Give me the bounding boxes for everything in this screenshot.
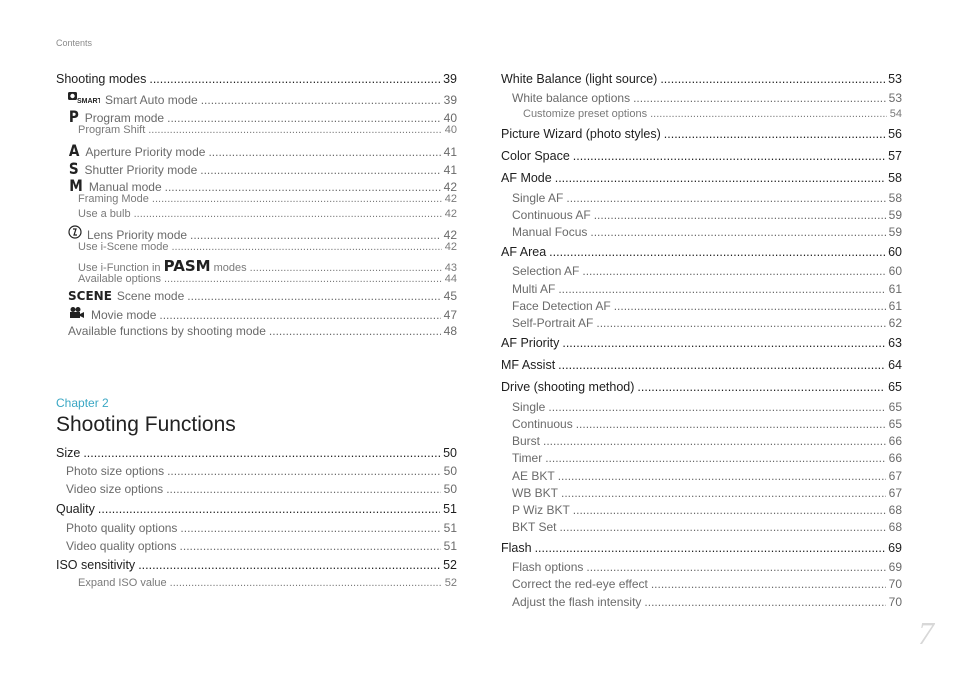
toc-entry[interactable]	[512, 264, 902, 278]
toc-entry[interactable]	[512, 208, 902, 222]
toc-right	[501, 72, 902, 612]
leader-dots	[98, 502, 440, 516]
toc-page-number: 42	[443, 228, 457, 242]
leader-dots	[558, 282, 885, 296]
toc-entry[interactable]	[501, 171, 902, 185]
toc-entry-label: modes	[213, 262, 247, 274]
leader-dots	[152, 193, 442, 205]
toc-entry-label: Multi AF	[512, 282, 556, 296]
toc-page-number: 67	[888, 486, 902, 500]
leader-dots	[586, 560, 885, 574]
leader-dots	[664, 127, 885, 141]
leader-dots	[201, 93, 441, 107]
toc-page-number: 59	[888, 208, 902, 222]
leader-dots	[134, 208, 442, 220]
scene-mode-icon: SCENE	[68, 289, 112, 303]
toc-entry[interactable]	[512, 486, 902, 500]
toc-entry[interactable]	[66, 464, 457, 478]
toc-entry-label: Continuous AF	[512, 208, 591, 222]
toc-entry-label: ISO sensitivity	[56, 558, 136, 572]
leader-dots	[596, 316, 885, 330]
toc-page-number: 52	[443, 558, 457, 572]
toc-entry[interactable]	[501, 245, 902, 259]
toc-entry[interactable]	[523, 108, 902, 120]
leader-dots	[549, 245, 885, 259]
leader-dots	[660, 72, 885, 86]
toc-entry[interactable]	[56, 558, 457, 572]
toc-entry[interactable]	[512, 595, 902, 609]
toc-entry-label: Single AF	[512, 191, 564, 205]
toc-entry[interactable]	[68, 324, 457, 338]
leader-dots	[535, 541, 886, 555]
toc-entry-label: MF Assist	[501, 358, 556, 372]
leader-dots	[561, 486, 886, 500]
toc-entry-label: Use i-Scene mode	[78, 241, 169, 253]
toc-entry-label: Color Space	[501, 149, 570, 163]
leader-dots	[190, 228, 441, 242]
leader-dots	[187, 289, 440, 303]
toc-entry[interactable]	[512, 417, 902, 431]
toc-entry[interactable]	[78, 208, 457, 220]
toc-entry[interactable]	[78, 241, 457, 253]
toc-entry-label: Expand ISO value	[78, 577, 167, 589]
toc-entry[interactable]	[512, 299, 902, 313]
toc-page-number: 68	[888, 503, 902, 517]
leader-dots	[582, 264, 885, 278]
toc-entry[interactable]	[501, 72, 902, 86]
smart-auto-icon	[68, 90, 100, 107]
toc-entry-label: Picture Wizard (photo styles)	[501, 127, 661, 141]
leader-dots	[180, 521, 440, 535]
toc-entry[interactable]	[501, 336, 902, 350]
toc-entry[interactable]	[68, 141, 457, 160]
toc-page-number: 41	[443, 163, 457, 177]
toc-entry-label: AF Priority	[501, 336, 560, 350]
toc-page-number: 42	[444, 193, 457, 205]
toc-entry[interactable]	[501, 541, 902, 555]
toc-page-number: 42	[444, 208, 457, 220]
toc-page-number: 61	[888, 282, 902, 296]
toc-entry-label: Scene mode	[116, 289, 185, 303]
toc-page-number: 66	[888, 451, 902, 465]
toc-entry[interactable]	[78, 273, 457, 285]
toc-entry[interactable]	[78, 193, 457, 205]
toc-page-number: 53	[888, 72, 902, 86]
toc-entry-label: Continuous	[512, 417, 573, 431]
chapter-title: Shooting Functions	[56, 413, 236, 436]
leader-dots	[164, 273, 442, 285]
svg-text:SMART: SMART	[77, 98, 100, 104]
toc-page-number: 54	[889, 108, 902, 120]
header-label: Contents	[56, 38, 93, 48]
toc-entry-label: AE BKT	[512, 469, 555, 483]
toc-entry[interactable]	[501, 380, 902, 394]
toc-page-number: 65	[888, 400, 902, 414]
leader-dots	[573, 149, 885, 163]
page-number: 7	[918, 615, 934, 651]
toc-entry-label: Available functions by shooting mode	[68, 324, 266, 338]
toc-page-number: 58	[888, 191, 902, 205]
toc-page-number: 42	[443, 180, 457, 194]
toc-page-number: 42	[444, 241, 457, 253]
leader-dots	[614, 299, 886, 313]
leader-dots	[170, 577, 442, 589]
toc-entry[interactable]	[512, 91, 902, 105]
toc-page-number: 65	[888, 417, 902, 431]
toc-entry-label: Photo size options	[66, 464, 165, 478]
leader-dots	[566, 191, 885, 205]
toc-entry[interactable]	[56, 72, 457, 86]
toc-entry[interactable]	[512, 451, 902, 465]
leader-dots	[165, 180, 441, 194]
leader-dots	[167, 464, 441, 478]
toc-page-number: 56	[888, 127, 902, 141]
leader-dots	[651, 577, 886, 591]
toc-entry-label: Aperture Priority mode	[85, 145, 206, 159]
toc-entry-label: Use i-Function in	[78, 262, 161, 274]
toc-entry-label: Available options	[78, 273, 161, 285]
toc-entry-label: Photo quality options	[66, 521, 178, 535]
toc-page-number: 70	[888, 577, 902, 591]
leader-dots	[594, 208, 886, 222]
chapter-label: Chapter 2	[56, 396, 109, 410]
leader-dots	[637, 380, 885, 394]
toc-entry-label: AF Mode	[501, 171, 552, 185]
toc-page-number: 64	[888, 358, 902, 372]
toc-entry[interactable]	[512, 560, 902, 574]
toc-page-number: 51	[443, 539, 457, 553]
toc-entry[interactable]	[68, 289, 457, 303]
toc-entry-label: Flash options	[512, 560, 584, 574]
leader-dots	[543, 434, 886, 448]
toc-page-number: 62	[888, 316, 902, 330]
toc-entry[interactable]	[512, 400, 902, 414]
leader-dots	[208, 145, 440, 159]
toc-page-number: 45	[443, 289, 457, 303]
toc-page-number: 66	[888, 434, 902, 448]
toc-page-number: 39	[443, 72, 457, 86]
leader-dots	[200, 163, 440, 177]
leader-dots	[548, 400, 885, 414]
toc-entry-label: Video quality options	[66, 539, 177, 553]
aperture-priority-icon: A	[68, 141, 80, 160]
toc-entry-label: Lens Priority mode	[87, 228, 188, 242]
leader-dots	[633, 91, 886, 105]
toc-entry-label: White Balance (light source)	[501, 72, 658, 86]
toc-entry[interactable]	[512, 577, 902, 591]
toc-page-number: 51	[443, 521, 457, 535]
toc-page-number: 47	[443, 308, 457, 322]
toc-page-number: 40	[443, 111, 457, 125]
toc-entry-label: Drive (shooting method)	[501, 380, 635, 394]
toc-entry-label: BKT Set	[512, 520, 557, 534]
leader-dots	[650, 108, 887, 120]
toc-entry[interactable]	[78, 577, 457, 589]
toc-entry[interactable]	[66, 482, 457, 496]
toc-page-number: 60	[888, 245, 902, 259]
leader-dots	[159, 308, 440, 322]
toc-page-number: 63	[888, 336, 902, 350]
leader-dots	[559, 520, 885, 534]
toc-entry[interactable]	[56, 502, 457, 516]
toc-entry[interactable]	[66, 521, 457, 535]
lens-priority-icon	[68, 225, 82, 242]
toc-left-bottom	[56, 446, 457, 596]
toc-entry-label: Manual Focus	[512, 225, 588, 239]
toc-entry-label: Shutter Priority mode	[84, 163, 198, 177]
toc-page-number: 48	[443, 324, 457, 338]
leader-dots	[138, 558, 440, 572]
toc-entry[interactable]	[512, 225, 902, 239]
toc-page-number: 67	[888, 469, 902, 483]
toc-entry-label: Face Detection AF	[512, 299, 611, 313]
toc-entry[interactable]	[68, 306, 457, 322]
toc-entry[interactable]	[512, 282, 902, 296]
toc-entry-label: Single	[512, 400, 546, 414]
toc-entry-label: Correct the red-eye effect	[512, 577, 648, 591]
toc-entry[interactable]	[512, 191, 902, 205]
leader-dots	[555, 171, 885, 185]
toc-page-number: 53	[888, 91, 902, 105]
toc-entry-label: Smart Auto mode	[105, 93, 198, 107]
leader-dots	[149, 72, 440, 86]
toc-page-number: 50	[443, 482, 457, 496]
leader-dots	[167, 111, 441, 125]
toc-entry[interactable]	[512, 503, 902, 517]
toc-entry-label: P Wiz BKT	[512, 503, 570, 517]
leader-dots	[590, 225, 885, 239]
toc-entry-label: Flash	[501, 541, 532, 555]
manual-mode-icon: M	[69, 176, 83, 195]
toc-entry[interactable]	[68, 225, 457, 242]
toc-entry-label: Timer	[512, 451, 543, 465]
toc-entry[interactable]	[501, 149, 902, 163]
leader-dots	[562, 336, 885, 350]
toc-page-number: 70	[888, 595, 902, 609]
leader-dots	[573, 503, 886, 517]
toc-entry-label: Selection AF	[512, 264, 580, 278]
toc-entry-label: Program mode	[84, 111, 165, 125]
leader-dots	[172, 241, 442, 253]
toc-entry-label: Program Shift	[78, 124, 146, 136]
toc-entry-label: Self-Portrait AF	[512, 316, 594, 330]
toc-entry[interactable]	[512, 520, 902, 534]
leader-dots	[148, 124, 442, 136]
toc-entry[interactable]	[512, 434, 902, 448]
toc-entry[interactable]	[56, 446, 457, 460]
leader-dots	[180, 539, 441, 553]
leader-dots	[269, 324, 441, 338]
toc-entry[interactable]	[66, 539, 457, 553]
toc-left-top	[56, 72, 457, 342]
pasm-icon: PASM	[163, 257, 211, 275]
leader-dots	[558, 358, 885, 372]
leader-dots	[576, 417, 886, 431]
toc-entry-label: Shooting modes	[56, 72, 147, 86]
leader-dots	[83, 446, 440, 460]
toc-entry-label: Adjust the flash intensity	[512, 595, 642, 609]
toc-page-number: 44	[444, 273, 457, 285]
toc-entry[interactable]	[78, 124, 457, 136]
shutter-priority-icon: S	[68, 159, 79, 178]
toc-page-number: 43	[444, 262, 457, 274]
toc-page-number: 51	[443, 502, 457, 516]
toc-entry-label: Movie mode	[91, 308, 157, 322]
toc-page-number: 57	[888, 149, 902, 163]
toc-page-number: 52	[444, 577, 457, 589]
toc-entry-label: Burst	[512, 434, 541, 448]
toc-page-number: 69	[888, 541, 902, 555]
toc-entry-label: Video size options	[66, 482, 164, 496]
toc-page-number: 65	[888, 380, 902, 394]
movie-mode-icon	[68, 306, 86, 322]
toc-page-number: 69	[888, 560, 902, 574]
toc-entry[interactable]	[501, 358, 902, 372]
leader-dots	[644, 595, 885, 609]
toc-page-number: 61	[888, 299, 902, 313]
toc-entry-label: Customize preset options	[523, 108, 648, 120]
leader-dots	[166, 482, 440, 496]
toc-page-number: 39	[443, 93, 457, 107]
toc-entry[interactable]	[68, 90, 457, 107]
toc-page-number: 41	[443, 145, 457, 159]
toc-page-number: 58	[888, 171, 902, 185]
toc-page-number: 50	[443, 446, 457, 460]
toc-page-number: 50	[443, 464, 457, 478]
toc-page-number: 59	[888, 225, 902, 239]
toc-entry[interactable]	[501, 127, 902, 141]
toc-entry-label: Size	[56, 446, 81, 460]
toc-page-number: 40	[444, 124, 457, 136]
program-mode-icon: P	[68, 107, 79, 126]
toc-entry-label: Quality	[56, 502, 95, 516]
toc-entry[interactable]	[512, 316, 902, 330]
leader-dots	[558, 469, 886, 483]
toc-entry-label: WB BKT	[512, 486, 559, 500]
toc-entry-label: Framing Mode	[78, 193, 149, 205]
toc-entry-label: Use a bulb	[78, 208, 131, 220]
toc-page-number: 60	[888, 264, 902, 278]
toc-entry-label: AF Area	[501, 245, 547, 259]
toc-entry[interactable]	[512, 469, 902, 483]
toc-page-number: 68	[888, 520, 902, 534]
toc-entry-label: Manual mode	[88, 180, 162, 194]
leader-dots	[545, 451, 885, 465]
toc-entry-label: White balance options	[512, 91, 631, 105]
